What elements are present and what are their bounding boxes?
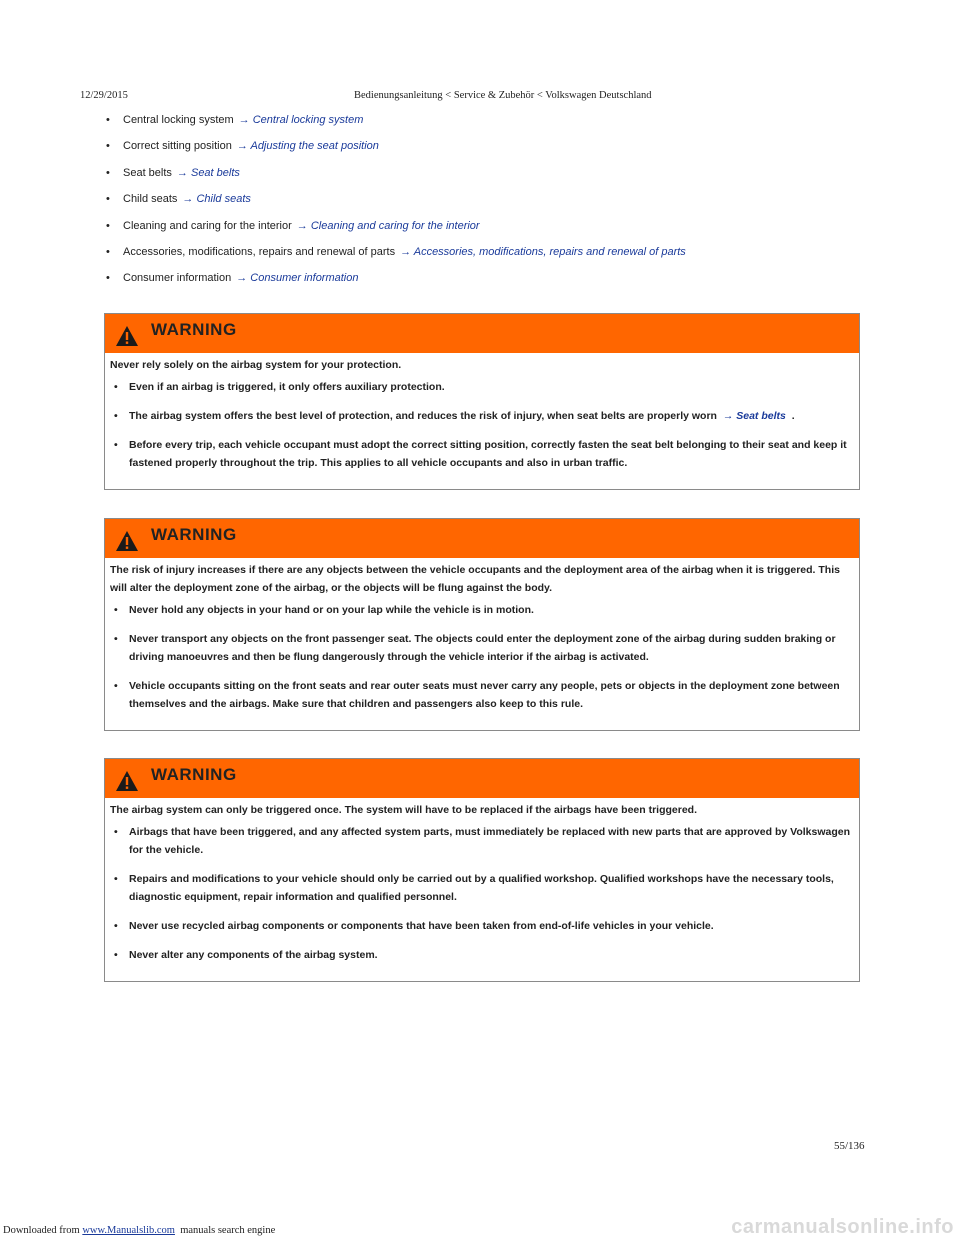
- list-item: • Airbags that have been triggered, and any affected system parts, must immediately be replaced with new parts that are approved by Volkswagen for the vehicle.: [110, 823, 853, 859]
- download-note: Downloaded from www.Manualslib.com manuals search engine: [3, 1225, 276, 1236]
- list-item: • Central locking system → Central locking system: [104, 112, 864, 138]
- list-item: • Cleaning and caring for the interior → Cleaning and caring for the interior: [104, 218, 864, 244]
- list-item: • Never alter any components of the airbag system.: [110, 946, 853, 964]
- warning-triangle-icon: [115, 770, 139, 792]
- warning-header: [105, 759, 859, 798]
- warning-triangle-icon: [115, 530, 139, 552]
- page-number: 55/136: [834, 1140, 865, 1152]
- header-date: 12/29/2015: [80, 90, 128, 101]
- seat-belts-link[interactable]: → Seat belts: [722, 410, 786, 422]
- topic-list: [104, 112, 864, 297]
- page-footer: [0, 1216, 960, 1242]
- topic-link[interactable]: → Cleaning and caring for the interior: [296, 219, 480, 232]
- warning-header: [105, 519, 859, 558]
- list-item: • Never hold any objects in your hand or on your lap while the vehicle is in motion.: [110, 601, 853, 619]
- list-item: • Even if an airbag is triggered, it only offers auxiliary protection.: [110, 378, 853, 396]
- list-item: • Child seats → Child seats: [104, 191, 864, 217]
- topic-link[interactable]: → Central locking system: [238, 114, 364, 126]
- list-item: • Accessories, modifications, repairs and renewal of parts → Accessories, modifications, repairs and renewal of parts: [104, 244, 864, 270]
- list-item: • Never transport any objects on the front passenger seat. The objects could enter the deployment zone of the airbag during sudden braking or driving manoeuvres and then be flung dangerously through the vehicle interior if the airbag is activated.: [110, 630, 853, 666]
- warning-triangle-icon: [115, 325, 139, 347]
- topic-link[interactable]: → Seat belts: [176, 166, 240, 179]
- warning-box: [104, 518, 860, 731]
- warning-label: WARNING: [151, 320, 237, 339]
- warning-body: [105, 353, 859, 489]
- warning-label: WARNING: [151, 765, 237, 784]
- list-item: • Correct sitting position → Adjusting the seat position: [104, 138, 864, 164]
- topic-link[interactable]: → Consumer information: [236, 272, 359, 285]
- topic-link[interactable]: → Child seats: [182, 193, 251, 206]
- warning-intro: The airbag system can only be triggered once. The system will have to be replaced if the airbags have been triggered.: [110, 804, 698, 816]
- list-item: • The airbag system offers the best level of protection, and reduces the risk of injury, when seat belts are properly worn → Seat belts .: [110, 407, 853, 425]
- manualslib-link[interactable]: www.Manualslib.com: [82, 1225, 175, 1236]
- warning-intro: Never rely solely on the airbag system for your protection.: [110, 359, 402, 371]
- warning-body: [105, 558, 859, 730]
- watermark-brand: carmanualsonline.info: [731, 1216, 954, 1238]
- warning-label: WARNING: [151, 525, 237, 544]
- topic-link[interactable]: → Adjusting the seat position: [236, 140, 379, 153]
- header-title: Bedienungsanleitung < Service & Zubehör < Volkswagen Deutschland: [354, 90, 652, 101]
- list-item: • Never use recycled airbag components or components that have been taken from end-of-life vehicles in your vehicle.: [110, 917, 853, 935]
- warning-header: [105, 314, 859, 353]
- topic-link[interactable]: → Accessories, modifications, repairs and renewal of parts: [400, 245, 686, 258]
- list-item: • Consumer information → Consumer information: [104, 270, 864, 296]
- page-header: [80, 90, 870, 106]
- list-item: • Vehicle occupants sitting on the front seats and rear outer seats must never carry any people, pets or objects in the deployment zone between themselves and the airbags. Make sure that children and passengers also keep to this rule.: [110, 677, 853, 713]
- list-item: • Seat belts → Seat belts: [104, 165, 864, 191]
- warning-box: [104, 313, 860, 490]
- warning-body: [105, 798, 859, 981]
- list-item: • Before every trip, each vehicle occupant must adopt the correct sitting position, correctly fasten the seat belt belonging to their seat and keep it fastened properly throughout the trip. This applies to all vehicle occupants and also in urban traffic.: [110, 436, 853, 472]
- list-item: • Repairs and modifications to your vehicle should only be carried out by a qualified workshop. Qualified workshops have the necessary tools, diagnostic equipment, repair information and qualified personnel.: [110, 870, 853, 906]
- warning-box: [104, 758, 860, 982]
- warning-intro: The risk of injury increases if there are any objects between the vehicle occupants and the deployment area of the airbag when it is triggered. This will alter the deployment zone of the airbag, or the objects will be flung against the body.: [110, 564, 840, 594]
